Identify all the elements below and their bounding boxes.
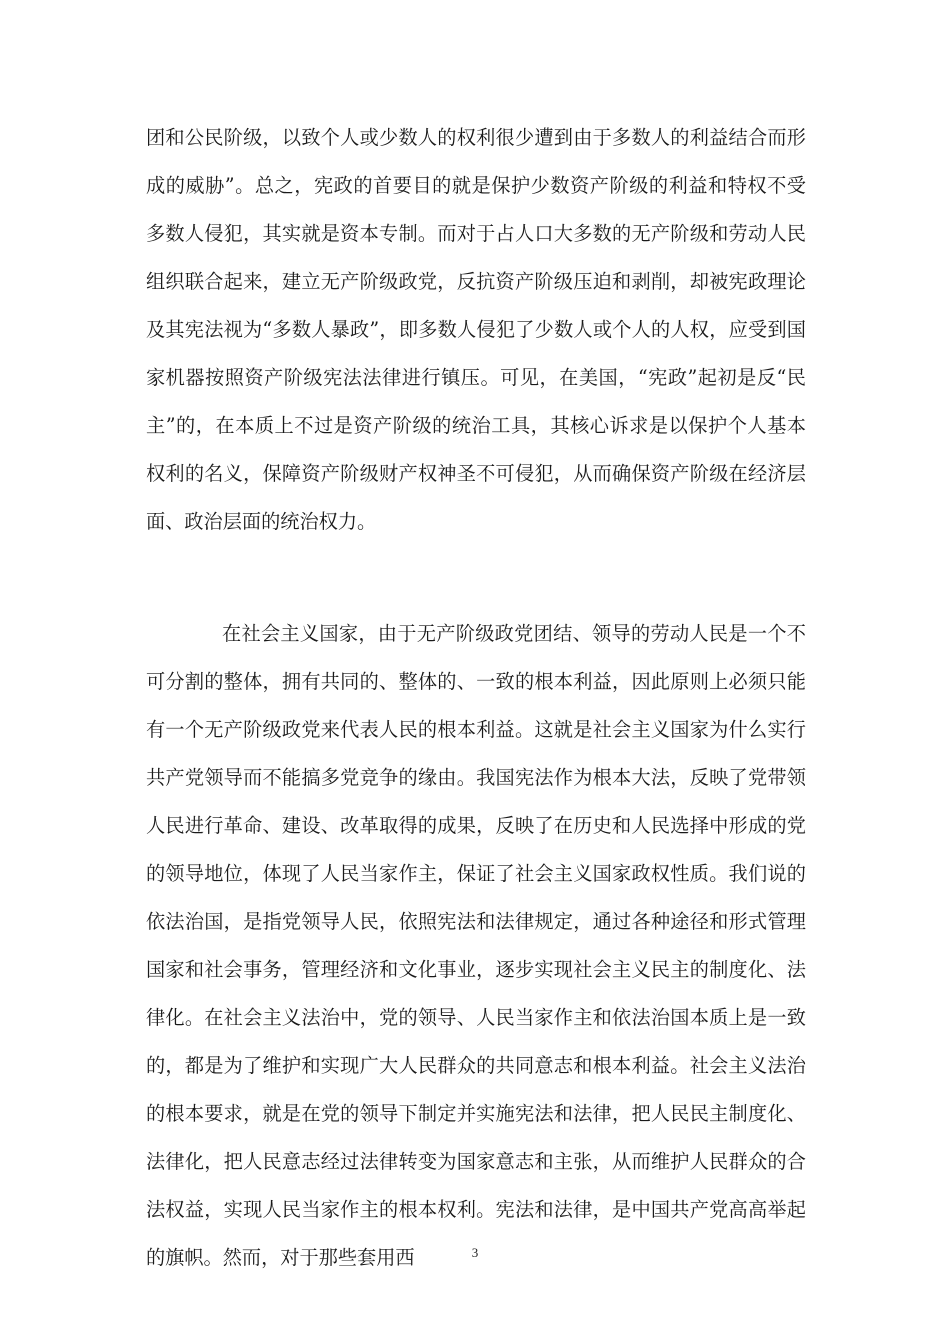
body-paragraph-1: 团和公民阶级，以致个人或少数人的权利很少遭到由于多数人的利益结合而形成的威胁”。总之，宪政的首要目的就是保护少数资产阶级的利益和特权不受多数人侵犯，其实就是资本专制。而对于占人口大多数的无产阶级和劳动人民组织联合起来，建立无产阶级政党，反抗资产阶级压迫和剥削，却被宪政理论及其宪法视为“多数人暴政”，即多数人侵犯了少数人或个人的人权，应受到国家机器按照资产阶级宪法法律进行镇压。可见，在美国，“宪政”起初是反“民主”的，在本质上不过是资产阶级的统治工具，其核心诉求是以保护个人基本权利的名义，保障资产阶级财产权神圣不可侵犯，从而确保资产阶级在经济层面、政治层面的统治权力。 [146,126,806,533]
body-paragraph-2: 在社会主义国家，由于无产阶级政党团结、领导的劳动人民是一个不可分割的整体，拥有共同的、整体的、一致的根本利益，因此原则上必须只能有一个无产阶级政党来代表人民的根本利益。这就是社会主义国家为什么实行共产党领导而不能搞多党竞争的缘由。我国宪法作为根本大法，反映了党带领人民进行革命、建设、改革取得的成果，反映了在历史和人民选择中形成的党的领导地位，体现了人民当家作主，保证了社会主义国家政权性质。我们说的依法治国，是指党领导人民，依照宪法和法律规定，通过各种途径和形式管理国家和社会事务，管理经济和文化事业，逐步实现社会主义民主的制度化、法律化。在社会主义法治中，党的领导、人民当家作主和依法治国本质上是一致的，都是为了维护和实现广大人民群众的共同意志和根本利益。社会主义法治的根本要求，就是在党的领导下制定并实施宪法和法律，把人民民主制度化、法律化，把人民意志经过法律转变为国家意志和主张，从而维护人民群众的合法权益，实现人民当家作主的根本权利。宪法和法律，是中国共产党高高举起的旗帜。然而，对于那些套用西 [146,622,806,1269]
page-number: 3 [471,1245,479,1260]
